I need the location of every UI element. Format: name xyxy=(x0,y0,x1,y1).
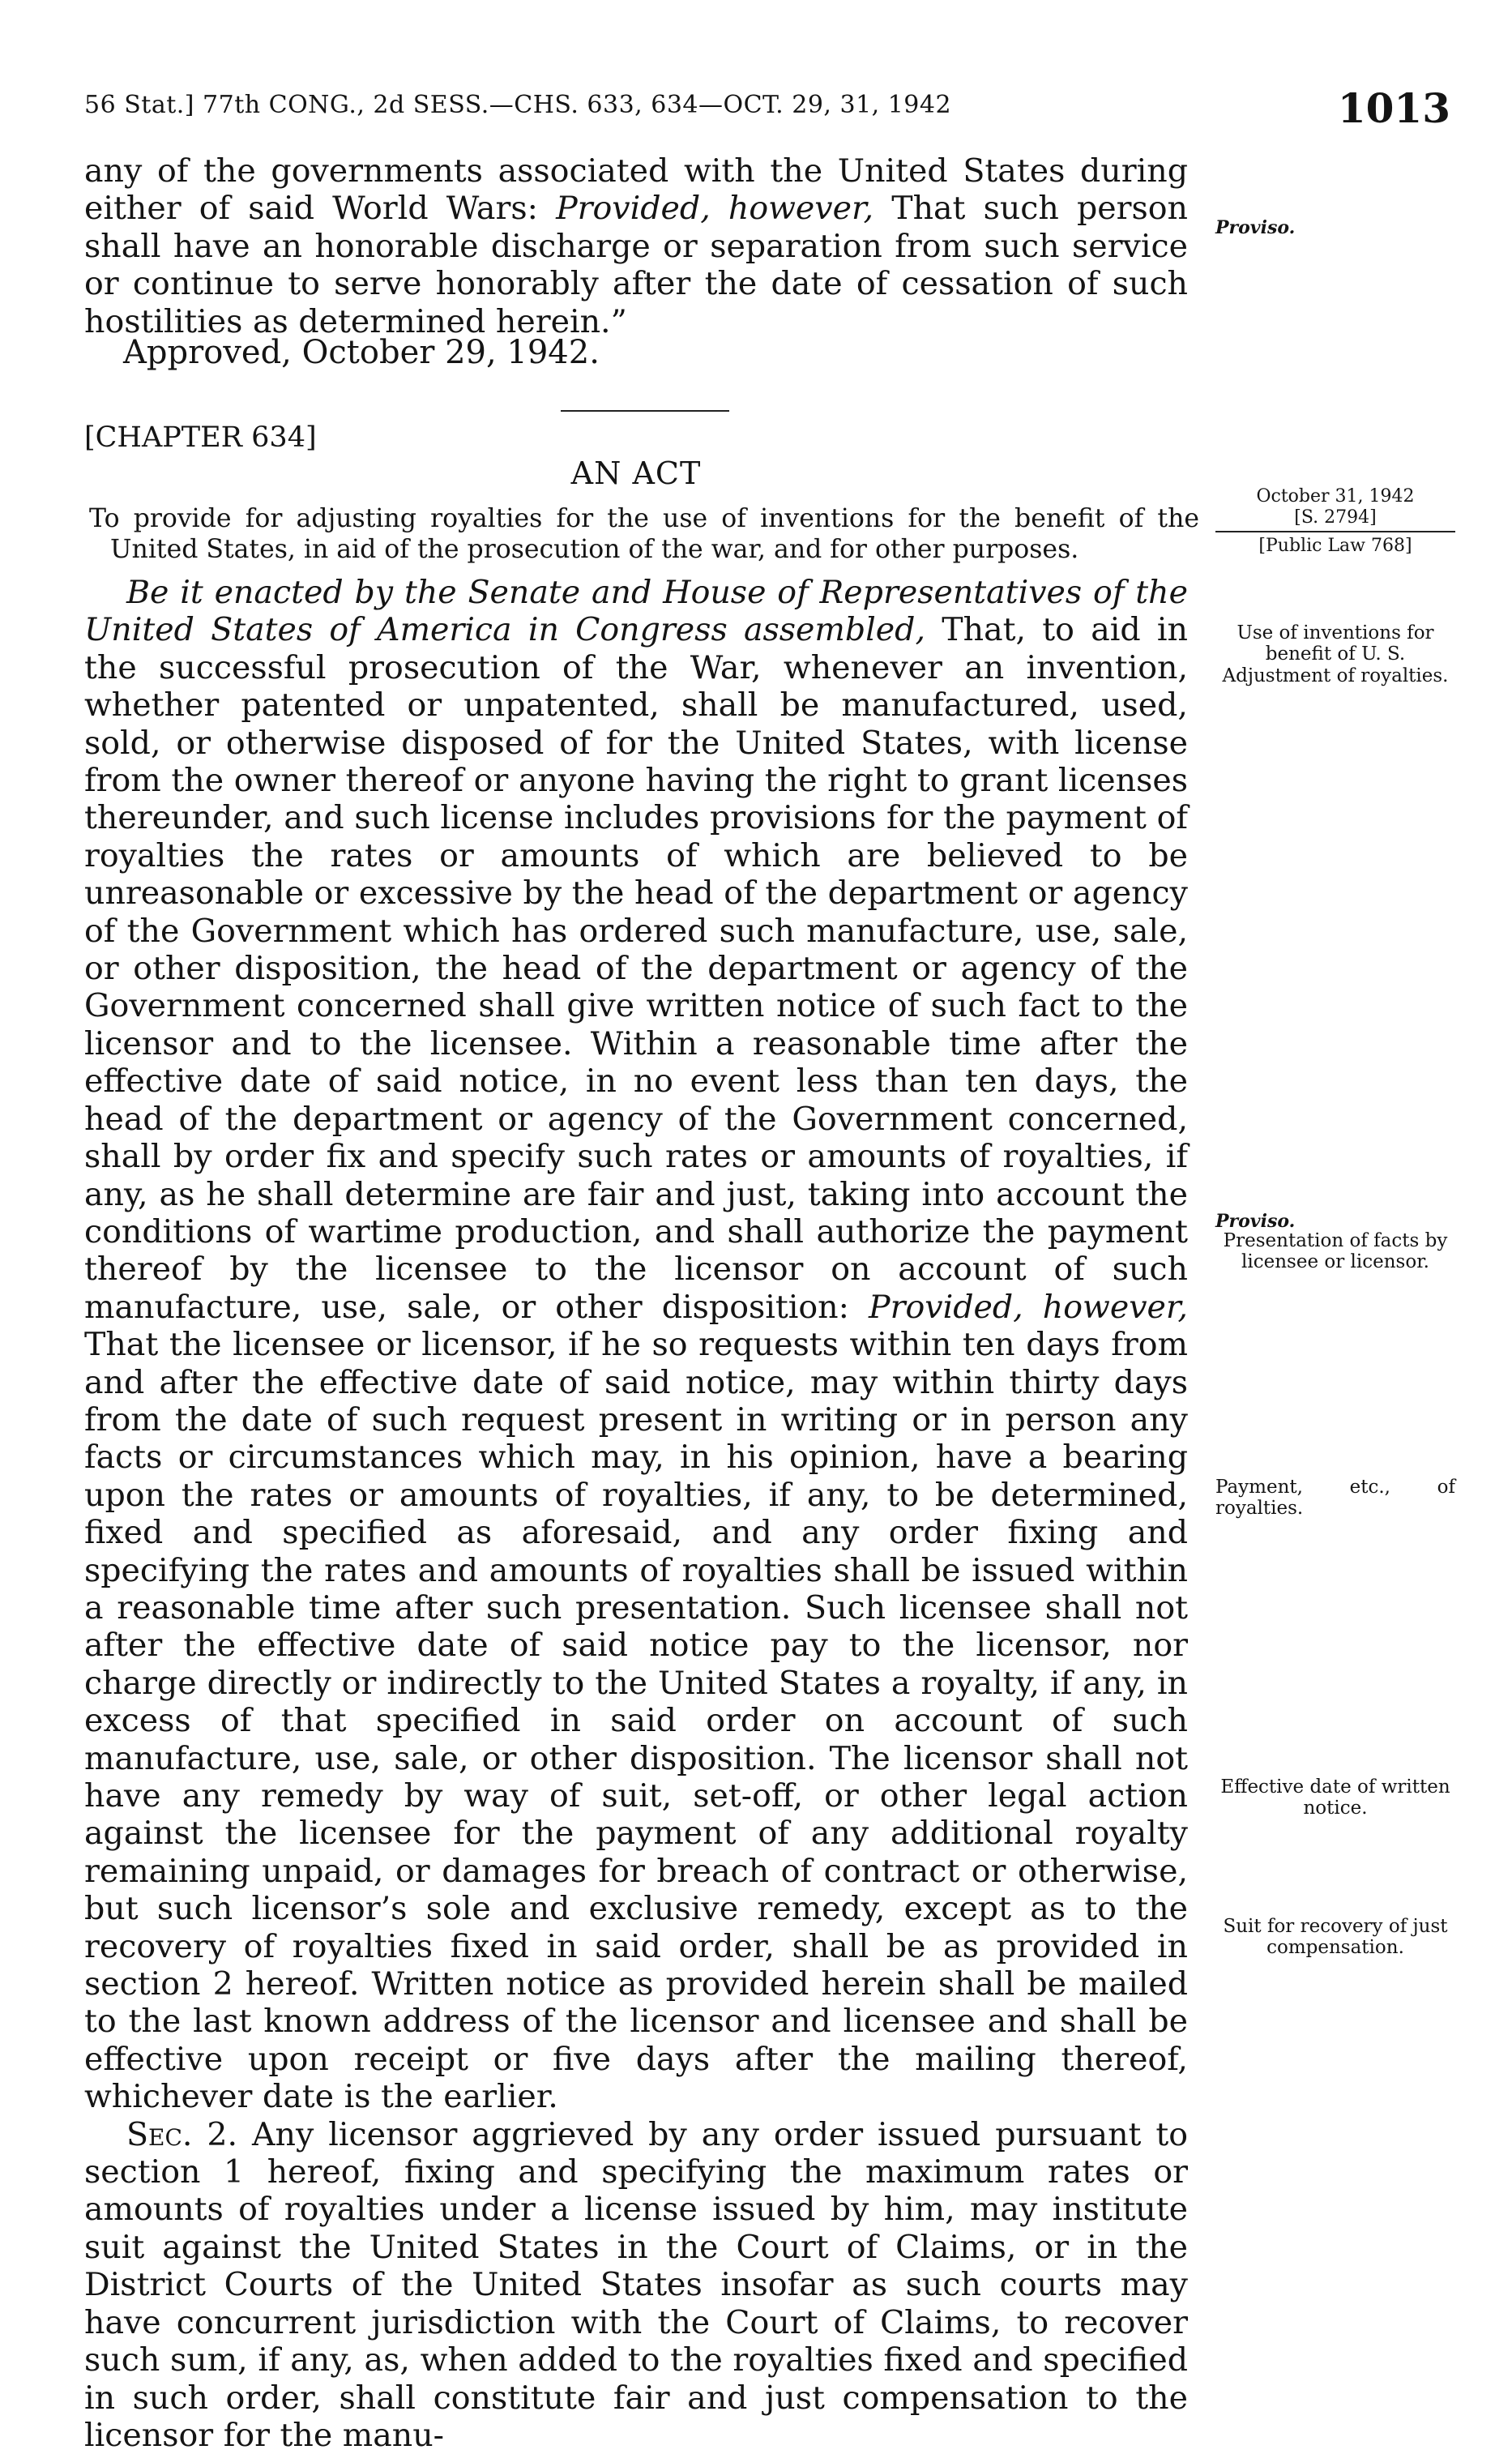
margin-note-suit: Suit for recovery of just compensation. xyxy=(1223,1916,1448,1959)
section-1-paragraph xyxy=(84,574,1188,2116)
approval-line: Approved, October 29, 1942. xyxy=(123,334,600,371)
page-number: 1013 xyxy=(1337,84,1450,132)
margin-date: October 31, 1942 xyxy=(1256,486,1415,507)
continued-text-part2: That such person shall have an honorable discharge or separation from such service or continue to serve honorably after the date of cessation of such hostilities as determined herein.” xyxy=(84,190,1189,340)
section-1-text-b: That the licensee or licensor, if he so requests within ten days from and after the effective date of said notice, may within thirty days from the date of such request present in writing or in person any facts or circumstances which may, in his opinion, have a bearing upon the rates or amounts of royalties, if any, to be determined, fixed and specified as aforesaid, and any order fixing and specifying the rates and amounts of royalties shall be issued within a reasonable time after such presentation. Such licensee shall not after the effective date of said notice pay to the licensor, nor charge directly or indirectly to the United States a royalty, if any, in excess of that specified in said order on account of such manufacture, use, sale, or other disposition. The licensor shall not have any remedy by way of suit, set-off, or other legal action against the licensee for the payment of any additional royalty remaining unpaid, or damages for breach of contract or otherwise, but such licensor’s sole and exclusive remedy, except as to the recovery of royalties fixed in said order, shall be as provided in section 2 hereof. Written notice as provided herein shall be mailed to the last known address of the licensor and licensee and shall be effective upon receipt or five days after the mailing thereof, whichever date is the earlier. xyxy=(84,1326,1188,2116)
continued-text-part1: any of the governments associated with the United States during either of said World Wars: xyxy=(84,152,1188,228)
section-divider xyxy=(561,410,729,412)
section-1-text-a: That, to aid in the successful prosecution of the War, whenever an invention, whether patented or unpatented, shall be manufactured, used, sold, or otherwise disposed of for the United States, with license from the owner thereof or anyone having the right to grant licenses thereunder, and such license includes provisions for the payment of royalties the rates or amounts of which are believed to be unreasonable or excessive by the head of the department or agency of the Government which has ordered such manufacture, use, sale, or other disposition, the head of the department or agency of the Government concerned shall give written notice of such fact to the licensor and to the licensee. Within a reasonable time after the effective date of said notice, in no event less than ten days, the head of the department or agency of the Government concerned, shall by order fix and specify such rates or amounts of royalties, if any, as he shall determine are fair and just, taking into account the conditions of wartime production, and shall authorize the payment thereof by the licensee to the licensor on account of such manufacture, use, sale, or other disposition: xyxy=(84,611,1189,1326)
margin-note-presentation: Presentation of facts by licensee or licensor. xyxy=(1223,1230,1448,1273)
chapter-heading: [CHAPTER 634] xyxy=(84,421,317,454)
margin-note-use-of-inventions: Use of inventions for benefit of U. S. Adjustment of royalties. xyxy=(1222,622,1449,686)
margin-note-proviso-2: Proviso. xyxy=(1215,1211,1296,1232)
margin-public-law: [Public Law 768] xyxy=(1258,535,1412,556)
an-act-heading: AN ACT xyxy=(570,455,702,491)
enacting-clause: Be it enacted by the Senate and House of Representatives of the United States of America in Congress assembled, xyxy=(84,574,1188,649)
margin-note-payment: Payment, etc., of royalties. xyxy=(1215,1477,1455,1520)
proviso-italic: Provided, however, xyxy=(556,190,874,228)
act-title-line-2: United States, in aid of the prosecution of the war, and for other purposes. xyxy=(110,534,1079,564)
section-2-text: Any licensor aggrieved by any order issued pursuant to section 1 hereof, fixing and specifying the maximum rates or amounts of royalties under a license issued by him, may institute suit against the United States in the Court of Claims, or in the District Courts of the United States insofar as such courts may have concurrent jurisdiction with the Court of Claims, to recover such sum, if any, as, when added to the royalties fixed and specified in such order, shall constitute fair and just compensation to the licensor for the manu- xyxy=(84,2115,1188,2454)
act-body xyxy=(84,574,1188,2454)
running-head: 56 Stat.] 77th CONG., 2d SESS.—CHS. 633, 634—OCT. 29, 31, 1942 xyxy=(84,91,952,119)
continued-paragraph xyxy=(84,152,1188,340)
section-2-label: Sec. 2. xyxy=(126,2115,238,2153)
section-1-proviso: Provided, however, xyxy=(869,1288,1188,1326)
margin-note-effective-date: Effective date of written notice. xyxy=(1220,1776,1450,1819)
margin-bill-number: [S. 2794] xyxy=(1215,507,1455,532)
act-title-line-1: To provide for adjusting royalties for the use of inventions for the benefit of the xyxy=(89,504,1199,533)
margin-bill-info xyxy=(1215,486,1455,557)
section-2-paragraph xyxy=(84,2116,1188,2454)
margin-note-proviso-1: Proviso. xyxy=(1215,217,1296,238)
act-title xyxy=(89,504,1199,566)
